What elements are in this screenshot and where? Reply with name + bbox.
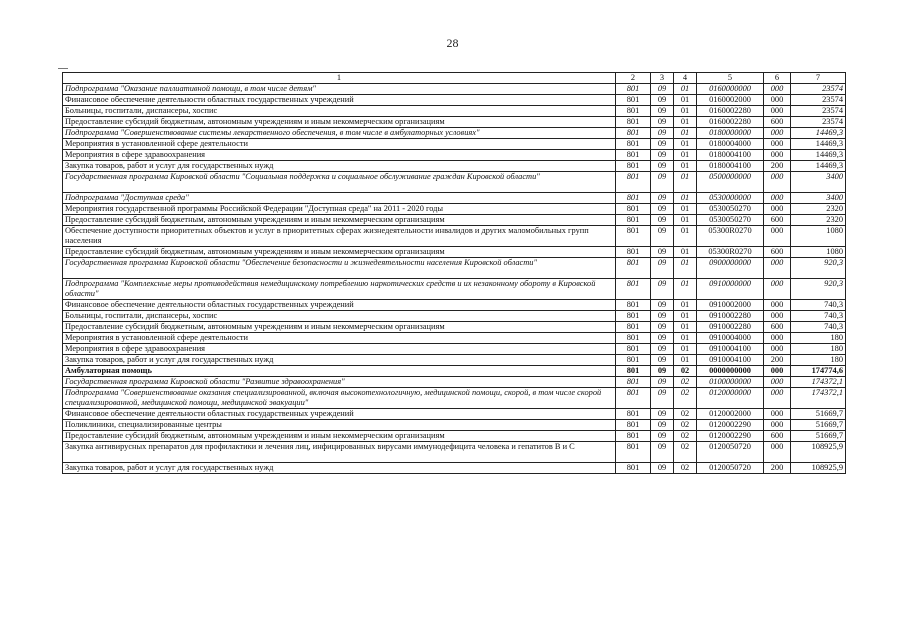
row-subsection-code: 01 [674, 247, 697, 258]
row-amount: 1080 [791, 247, 846, 258]
row-ministry-code: 801 [616, 377, 651, 388]
row-description: Подпрограмма "Совершенствование системы лекарственного обеспечения, в том числе в амбулаторных условиях" [63, 128, 616, 139]
row-expense-type: 000 [764, 333, 791, 344]
row-amount: 740,3 [791, 300, 846, 311]
row-target-article: 0900000000 [697, 258, 764, 279]
row-ministry-code: 801 [616, 172, 651, 193]
row-expense-type: 000 [764, 388, 791, 409]
row-description: Финансовое обеспечение деятельности областных государственных учреждений [63, 300, 616, 311]
row-target-article: 0180004100 [697, 161, 764, 172]
row-ministry-code: 801 [616, 258, 651, 279]
row-description: Предоставление субсидий бюджетным, автономным учреждениям и иным некоммерческим организациям [63, 215, 616, 226]
row-amount: 174774,6 [791, 366, 846, 377]
row-subsection-code: 01 [674, 355, 697, 366]
row-expense-type: 000 [764, 95, 791, 106]
row-ministry-code: 801 [616, 322, 651, 333]
row-ministry-code: 801 [616, 388, 651, 409]
row-subsection-code: 01 [674, 311, 697, 322]
table-row [63, 409, 846, 420]
row-description: Подпрограмма "Доступная среда" [63, 193, 616, 204]
row-ministry-code: 801 [616, 247, 651, 258]
row-expense-type: 600 [764, 117, 791, 128]
row-ministry-code: 801 [616, 279, 651, 300]
row-subsection-code: 01 [674, 106, 697, 117]
table-row [63, 193, 846, 204]
table-row [63, 95, 846, 106]
row-section-code: 09 [651, 279, 674, 300]
row-subsection-code: 02 [674, 366, 697, 377]
row-subsection-code: 01 [674, 215, 697, 226]
table-row [63, 117, 846, 128]
row-subsection-code: 01 [674, 258, 697, 279]
row-target-article: 0120002290 [697, 431, 764, 442]
row-ministry-code: 801 [616, 431, 651, 442]
row-subsection-code: 02 [674, 377, 697, 388]
table-row [63, 84, 846, 95]
table-row [63, 150, 846, 161]
row-ministry-code: 801 [616, 84, 651, 95]
row-description: Закупка товаров, работ и услуг для государственных нужд [63, 355, 616, 366]
row-target-article: 0500000000 [697, 172, 764, 193]
row-subsection-code: 01 [674, 172, 697, 193]
row-ministry-code: 801 [616, 311, 651, 322]
top-rule [58, 68, 68, 69]
row-target-article: 0910004100 [697, 344, 764, 355]
row-subsection-code: 02 [674, 463, 697, 474]
header-cell-6: 6 [764, 73, 791, 84]
row-section-code: 09 [651, 344, 674, 355]
row-description: Финансовое обеспечение деятельности областных государственных учреждений [63, 95, 616, 106]
row-ministry-code: 801 [616, 333, 651, 344]
table-row [63, 172, 846, 193]
row-expense-type: 000 [764, 442, 791, 463]
header-cell-1: 1 [63, 73, 616, 84]
row-ministry-code: 801 [616, 215, 651, 226]
row-target-article: 0120002290 [697, 420, 764, 431]
table-row [63, 311, 846, 322]
row-expense-type: 200 [764, 161, 791, 172]
row-target-article: 0910004000 [697, 333, 764, 344]
row-section-code: 09 [651, 95, 674, 106]
row-amount: 3400 [791, 172, 846, 193]
table-row [63, 420, 846, 431]
row-subsection-code: 01 [674, 95, 697, 106]
row-subsection-code: 01 [674, 333, 697, 344]
row-description: Предоставление субсидий бюджетным, автономным учреждениям и иным некоммерческим организациям [63, 247, 616, 258]
row-subsection-code: 01 [674, 344, 697, 355]
table-row [63, 300, 846, 311]
row-expense-type: 000 [764, 204, 791, 215]
row-section-code: 09 [651, 420, 674, 431]
row-amount: 3400 [791, 193, 846, 204]
row-amount: 2320 [791, 204, 846, 215]
table-body [63, 73, 846, 474]
row-target-article: 0120050720 [697, 463, 764, 474]
row-section-code: 09 [651, 431, 674, 442]
row-target-article: 0530050270 [697, 204, 764, 215]
row-amount: 23574 [791, 117, 846, 128]
row-target-article: 0160002280 [697, 106, 764, 117]
row-subsection-code: 01 [674, 139, 697, 150]
row-expense-type: 000 [764, 311, 791, 322]
row-description: Подпрограмма "Комплексные меры противодействия немедицинскому потреблению наркотических средств и их незаконному обороту в Кировской области" [63, 279, 616, 300]
row-expense-type: 600 [764, 431, 791, 442]
table-row [63, 431, 846, 442]
table-row [63, 366, 846, 377]
row-target-article: 0910000000 [697, 279, 764, 300]
row-amount: 51669,7 [791, 420, 846, 431]
row-amount: 108925,9 [791, 463, 846, 474]
row-section-code: 09 [651, 442, 674, 463]
row-subsection-code: 02 [674, 388, 697, 409]
row-description: Мероприятия в сфере здравоохранения [63, 344, 616, 355]
row-subsection-code: 01 [674, 84, 697, 95]
row-ministry-code: 801 [616, 442, 651, 463]
row-description: Мероприятия в установленной сфере деятельности [63, 139, 616, 150]
row-expense-type: 000 [764, 84, 791, 95]
row-amount: 14469,3 [791, 128, 846, 139]
row-description: Финансовое обеспечение деятельности областных государственных учреждений [63, 409, 616, 420]
row-description: Государственная программа Кировской области "Обеспечение безопасности и жизнедеятельности населения Кировской области" [63, 258, 616, 279]
row-amount: 51669,7 [791, 409, 846, 420]
row-expense-type: 000 [764, 366, 791, 377]
row-expense-type: 000 [764, 377, 791, 388]
row-amount: 23574 [791, 95, 846, 106]
row-section-code: 09 [651, 463, 674, 474]
row-target-article: 0180004100 [697, 150, 764, 161]
row-subsection-code: 02 [674, 442, 697, 463]
row-ministry-code: 801 [616, 106, 651, 117]
row-amount: 23574 [791, 84, 846, 95]
table-row [63, 139, 846, 150]
row-expense-type: 000 [764, 300, 791, 311]
table-row [63, 128, 846, 139]
row-amount: 1080 [791, 226, 846, 247]
row-expense-type: 200 [764, 463, 791, 474]
header-cell-3: 3 [651, 73, 674, 84]
row-section-code: 09 [651, 117, 674, 128]
row-ministry-code: 801 [616, 463, 651, 474]
table-row [63, 215, 846, 226]
row-description: Мероприятия в установленной сфере деятельности [63, 333, 616, 344]
row-amount: 920,3 [791, 279, 846, 300]
row-description: Закупка товаров, работ и услуг для государственных нужд [63, 463, 616, 474]
row-description: Закупка антивирусных препаратов для профилактики и лечения лиц, инфицированных вирусами иммунодефицита человека и гепатитов В и С [63, 442, 616, 463]
row-expense-type: 000 [764, 279, 791, 300]
row-ministry-code: 801 [616, 344, 651, 355]
row-description: Предоставление субсидий бюджетным, автономным учреждениям и иным некоммерческим организациям [63, 431, 616, 442]
row-section-code: 09 [651, 226, 674, 247]
row-section-code: 09 [651, 150, 674, 161]
row-target-article: 0100000000 [697, 377, 764, 388]
table-row [63, 161, 846, 172]
row-section-code: 09 [651, 322, 674, 333]
row-section-code: 09 [651, 311, 674, 322]
page-number: 28 [446, 36, 459, 50]
row-target-article: 0910002280 [697, 311, 764, 322]
row-amount: 51669,7 [791, 431, 846, 442]
row-subsection-code: 01 [674, 150, 697, 161]
row-section-code: 09 [651, 204, 674, 215]
row-amount: 174372,1 [791, 377, 846, 388]
row-section-code: 09 [651, 139, 674, 150]
row-target-article: 0910002000 [697, 300, 764, 311]
row-section-code: 09 [651, 409, 674, 420]
row-ministry-code: 801 [616, 226, 651, 247]
row-amount: 174372,1 [791, 388, 846, 409]
row-amount: 108925,9 [791, 442, 846, 463]
row-amount: 23574 [791, 106, 846, 117]
row-expense-type: 600 [764, 215, 791, 226]
row-amount: 180 [791, 355, 846, 366]
row-subsection-code: 01 [674, 193, 697, 204]
row-ministry-code: 801 [616, 161, 651, 172]
row-description: Амбулаторная помощь [63, 366, 616, 377]
table-row [63, 258, 846, 279]
row-amount: 14469,3 [791, 161, 846, 172]
row-target-article: 0910002280 [697, 322, 764, 333]
row-section-code: 09 [651, 247, 674, 258]
row-target-article: 0160002280 [697, 117, 764, 128]
table-row [63, 388, 846, 409]
header-cell-5: 5 [697, 73, 764, 84]
row-amount: 14469,3 [791, 139, 846, 150]
table-row [63, 333, 846, 344]
row-ministry-code: 801 [616, 204, 651, 215]
row-ministry-code: 801 [616, 420, 651, 431]
row-subsection-code: 01 [674, 226, 697, 247]
row-section-code: 09 [651, 388, 674, 409]
row-amount: 740,3 [791, 322, 846, 333]
row-ministry-code: 801 [616, 150, 651, 161]
row-description: Подпрограмма "Оказание паллиативной помощи, в том числе детям" [63, 84, 616, 95]
row-target-article: 0180000000 [697, 128, 764, 139]
row-expense-type: 000 [764, 409, 791, 420]
row-expense-type: 600 [764, 247, 791, 258]
table-row [63, 247, 846, 258]
table-row [63, 355, 846, 366]
row-expense-type: 000 [764, 258, 791, 279]
table-row [63, 106, 846, 117]
row-subsection-code: 01 [674, 300, 697, 311]
row-subsection-code: 01 [674, 128, 697, 139]
row-description: Закупка товаров, работ и услуг для государственных нужд [63, 161, 616, 172]
row-target-article: 0910004100 [697, 355, 764, 366]
table-row [63, 344, 846, 355]
row-expense-type: 000 [764, 106, 791, 117]
row-target-article: 0120000000 [697, 388, 764, 409]
row-subsection-code: 02 [674, 420, 697, 431]
row-target-article: 0530000000 [697, 193, 764, 204]
row-description: Больницы, госпитали, диспансеры, хоспис [63, 106, 616, 117]
row-expense-type: 000 [764, 172, 791, 193]
header-cell-7: 7 [791, 73, 846, 84]
row-amount: 180 [791, 344, 846, 355]
row-amount: 920,3 [791, 258, 846, 279]
row-target-article: 0180004000 [697, 139, 764, 150]
row-expense-type: 000 [764, 139, 791, 150]
row-description: Предоставление субсидий бюджетным, автономным учреждениям и иным некоммерческим организациям [63, 117, 616, 128]
row-amount: 2320 [791, 215, 846, 226]
row-description: Подпрограмма "Совершенствование оказания специализированной, включая высокотехнологичную, медицинской помощи, скорой, в том числе скорой специализированной, медицинской помощи, медицинской эвакуации" [63, 388, 616, 409]
row-section-code: 09 [651, 193, 674, 204]
row-section-code: 09 [651, 172, 674, 193]
row-target-article: 0530050270 [697, 215, 764, 226]
row-expense-type: 000 [764, 150, 791, 161]
row-ministry-code: 801 [616, 95, 651, 106]
row-section-code: 09 [651, 366, 674, 377]
row-expense-type: 600 [764, 322, 791, 333]
row-target-article: 0120050720 [697, 442, 764, 463]
row-subsection-code: 01 [674, 161, 697, 172]
row-ministry-code: 801 [616, 139, 651, 150]
row-amount: 180 [791, 333, 846, 344]
header-cell-2: 2 [616, 73, 651, 84]
row-subsection-code: 01 [674, 204, 697, 215]
row-section-code: 09 [651, 215, 674, 226]
row-subsection-code: 01 [674, 279, 697, 300]
row-expense-type: 000 [764, 420, 791, 431]
row-ministry-code: 801 [616, 128, 651, 139]
row-amount: 740,3 [791, 311, 846, 322]
row-subsection-code: 02 [674, 409, 697, 420]
row-ministry-code: 801 [616, 409, 651, 420]
row-expense-type: 000 [764, 128, 791, 139]
row-target-article: 0000000000 [697, 366, 764, 377]
row-description: Больницы, госпитали, диспансеры, хоспис [63, 311, 616, 322]
row-target-article: 05300R0270 [697, 226, 764, 247]
row-section-code: 09 [651, 128, 674, 139]
row-expense-type: 000 [764, 193, 791, 204]
table-header-row [63, 73, 846, 84]
row-amount: 14469,3 [791, 150, 846, 161]
row-section-code: 09 [651, 333, 674, 344]
table-row [63, 463, 846, 474]
row-ministry-code: 801 [616, 355, 651, 366]
row-section-code: 09 [651, 106, 674, 117]
row-ministry-code: 801 [616, 117, 651, 128]
table-row [63, 226, 846, 247]
row-expense-type: 200 [764, 355, 791, 366]
row-description: Государственная программа Кировской области "Развитие здравоохранения" [63, 377, 616, 388]
table-row [63, 377, 846, 388]
row-section-code: 09 [651, 258, 674, 279]
row-description: Обеспечение доступности приоритетных объектов и услуг в приоритетных сферах жизнедеятельности инвалидов и других маломобильных групп населения [63, 226, 616, 247]
table-row [63, 442, 846, 463]
table-row [63, 279, 846, 300]
table-row [63, 322, 846, 333]
row-description: Мероприятия в сфере здравоохранения [63, 150, 616, 161]
table-row [63, 204, 846, 215]
row-expense-type: 000 [764, 344, 791, 355]
row-ministry-code: 801 [616, 193, 651, 204]
row-subsection-code: 02 [674, 431, 697, 442]
row-description: Государственная программа Кировской области "Социальная поддержка и социальное обслуживание граждан Кировской области" [63, 172, 616, 193]
row-description: Поликлиники, специализированные центры [63, 420, 616, 431]
row-expense-type: 000 [764, 226, 791, 247]
row-section-code: 09 [651, 161, 674, 172]
row-target-article: 05300R0270 [697, 247, 764, 258]
row-description: Мероприятия государственной программы Российской Федерации "Доступная среда" на 2011 - 2020 годы [63, 204, 616, 215]
row-target-article: 0160000000 [697, 84, 764, 95]
row-description: Предоставление субсидий бюджетным, автономным учреждениям и иным некоммерческим организациям [63, 322, 616, 333]
row-section-code: 09 [651, 355, 674, 366]
row-section-code: 09 [651, 377, 674, 388]
row-ministry-code: 801 [616, 366, 651, 377]
row-ministry-code: 801 [616, 300, 651, 311]
row-subsection-code: 01 [674, 322, 697, 333]
row-section-code: 09 [651, 300, 674, 311]
row-section-code: 09 [651, 84, 674, 95]
budget-table [62, 72, 846, 474]
row-subsection-code: 01 [674, 117, 697, 128]
header-cell-4: 4 [674, 73, 697, 84]
row-target-article: 0160002000 [697, 95, 764, 106]
row-target-article: 0120002000 [697, 409, 764, 420]
